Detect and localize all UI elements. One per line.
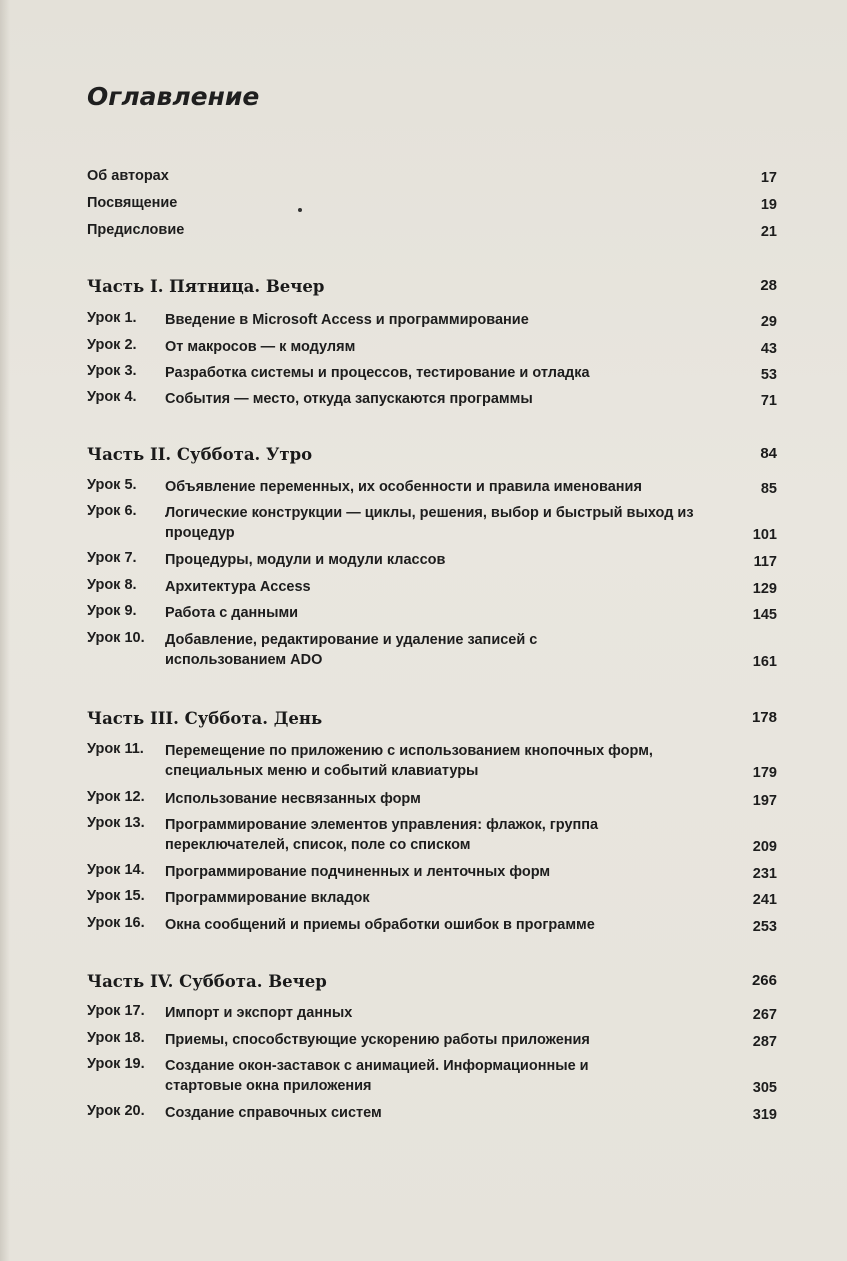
toc-item-page: 21 [760,224,777,240]
lesson-title: Программирование подчиненных и ленточных форм [165,864,551,880]
lesson-label: Урок 7. [87,550,137,566]
lesson-title: От макросов — к модулям [165,339,356,355]
lesson-title: Программирование вкладок [165,890,370,906]
toc-lesson[interactable] [87,915,777,935]
toc-item-text: Посвящение [87,195,178,211]
part-title: Часть I. Пятница. Вечер [87,277,325,296]
lesson-page: 129 [752,581,777,597]
toc-part-heading[interactable] [87,972,777,991]
lesson-label: Урок 9. [87,603,137,619]
toc-part-heading[interactable] [87,709,777,728]
lesson-label: Урок 13. [87,815,145,831]
toc-lesson[interactable] [87,1056,777,1096]
lesson-page: 253 [752,919,777,935]
lesson-page: 287 [752,1034,777,1050]
lesson-title: Использование несвязанных форм [165,791,421,807]
toc-lesson[interactable] [87,815,777,855]
lesson-page: 267 [752,1007,777,1023]
toc-item-page: 19 [760,197,777,213]
lesson-label: Урок 11. [87,741,144,757]
lesson-label: Урок 10. [87,630,145,646]
lesson-page: 319 [752,1107,777,1123]
lesson-title: Работа с данными [165,605,299,621]
toc-lesson[interactable] [87,477,777,497]
toc-front-item[interactable] [87,166,777,186]
lesson-title: Перемещение по приложению с использованием кнопочных форм, специальных меню и событий клавиатуры [165,743,653,779]
toc-item-page: 17 [760,170,777,186]
lesson-label: Урок 20. [87,1103,145,1119]
part-title: Часть IV. Суббота. Вечер [87,972,327,991]
lesson-title: Создание окон-заставок с анимацией. Информационные и стартовые окна приложения [165,1058,589,1094]
lesson-label: Урок 4. [87,389,137,405]
lesson-title: Объявление переменных, их особенности и правила именования [165,479,642,495]
lesson-label: Урок 2. [87,337,137,353]
lesson-title: Добавление, редактирование и удаление записей с использованием ADO [165,632,538,668]
lesson-label: Урок 1. [87,310,137,326]
lesson-label: Урок 16. [87,915,145,931]
lesson-page: 197 [752,793,777,809]
lesson-page: 241 [752,892,777,908]
toc-lesson[interactable] [87,630,777,670]
part-page: 178 [751,709,777,726]
toc-lesson[interactable] [87,503,777,543]
lesson-title: События — место, откуда запускаются программы [165,391,533,407]
toc-part-heading[interactable] [87,277,777,296]
toc-part-heading[interactable] [87,445,777,464]
lesson-page: 101 [752,527,777,543]
lesson-title: Импорт и экспорт данных [165,1005,353,1021]
toc-lesson[interactable] [87,363,777,383]
lesson-page: 71 [760,393,777,409]
lesson-label: Урок 14. [87,862,145,878]
lesson-page: 85 [760,481,777,497]
lesson-label: Урок 17. [87,1003,145,1019]
toc-lesson[interactable] [87,1030,777,1050]
lesson-page: 305 [752,1080,777,1096]
lesson-title: Введение в Microsoft Access и программирование [165,312,529,328]
toc-front-item[interactable] [87,193,777,213]
lesson-page: 43 [760,341,777,357]
part-title: Часть II. Суббота. Утро [87,445,313,464]
lesson-label: Урок 15. [87,888,145,904]
lesson-title: Окна сообщений и приемы обработки ошибок в программе [165,917,595,933]
toc-lesson[interactable] [87,577,777,597]
lesson-label: Урок 19. [87,1056,145,1072]
lesson-title: Разработка системы и процессов, тестирование и отладка [165,365,590,381]
lesson-page: 209 [752,839,777,855]
lesson-page: 161 [752,654,777,670]
lesson-title: Приемы, способствующие ускорению работы приложения [165,1032,590,1048]
print-speck [298,208,302,212]
page-edge-shadow [0,0,10,1261]
toc-lesson[interactable] [87,862,777,882]
toc-lesson[interactable] [87,603,777,623]
toc-lesson[interactable] [87,789,777,809]
toc-item-text: Об авторах [87,168,169,184]
toc-lesson[interactable] [87,310,777,330]
lesson-label: Урок 3. [87,363,137,379]
lesson-label: Урок 5. [87,477,137,493]
toc-item-text: Предисловие [87,222,185,238]
lesson-page: 53 [760,367,777,383]
lesson-title: Создание справочных систем [165,1105,382,1121]
toc-lesson[interactable] [87,1003,777,1023]
lesson-page: 231 [752,866,777,882]
lesson-title: Архитектура Access [165,579,311,595]
toc-lesson[interactable] [87,550,777,570]
part-page: 28 [760,277,777,294]
toc-front-item[interactable] [87,220,777,240]
toc-lesson[interactable] [87,741,777,781]
toc-lesson[interactable] [87,337,777,357]
lesson-title: Процедуры, модули и модули классов [165,552,446,568]
toc-lesson[interactable] [87,888,777,908]
lesson-page: 117 [753,554,777,570]
lesson-title: Логические конструкции — циклы, решения, выбор и быстрый выход из процедур [165,505,694,541]
toc-lesson[interactable] [87,389,777,409]
part-page: 84 [760,445,777,462]
lesson-label: Урок 18. [87,1030,145,1046]
lesson-page: 29 [760,314,777,330]
part-page: 266 [751,972,777,989]
toc-lesson[interactable] [87,1103,777,1123]
lesson-label: Урок 8. [87,577,137,593]
page-title: Оглавление [87,82,260,111]
lesson-label: Урок 6. [87,503,137,519]
lesson-page: 179 [752,765,777,781]
lesson-label: Урок 12. [87,789,145,805]
lesson-page: 145 [752,607,777,623]
lesson-title: Программирование элементов управления: флажок, группа переключателей, список, поле со списком [165,817,599,853]
part-title: Часть III. Суббота. День [87,709,323,728]
